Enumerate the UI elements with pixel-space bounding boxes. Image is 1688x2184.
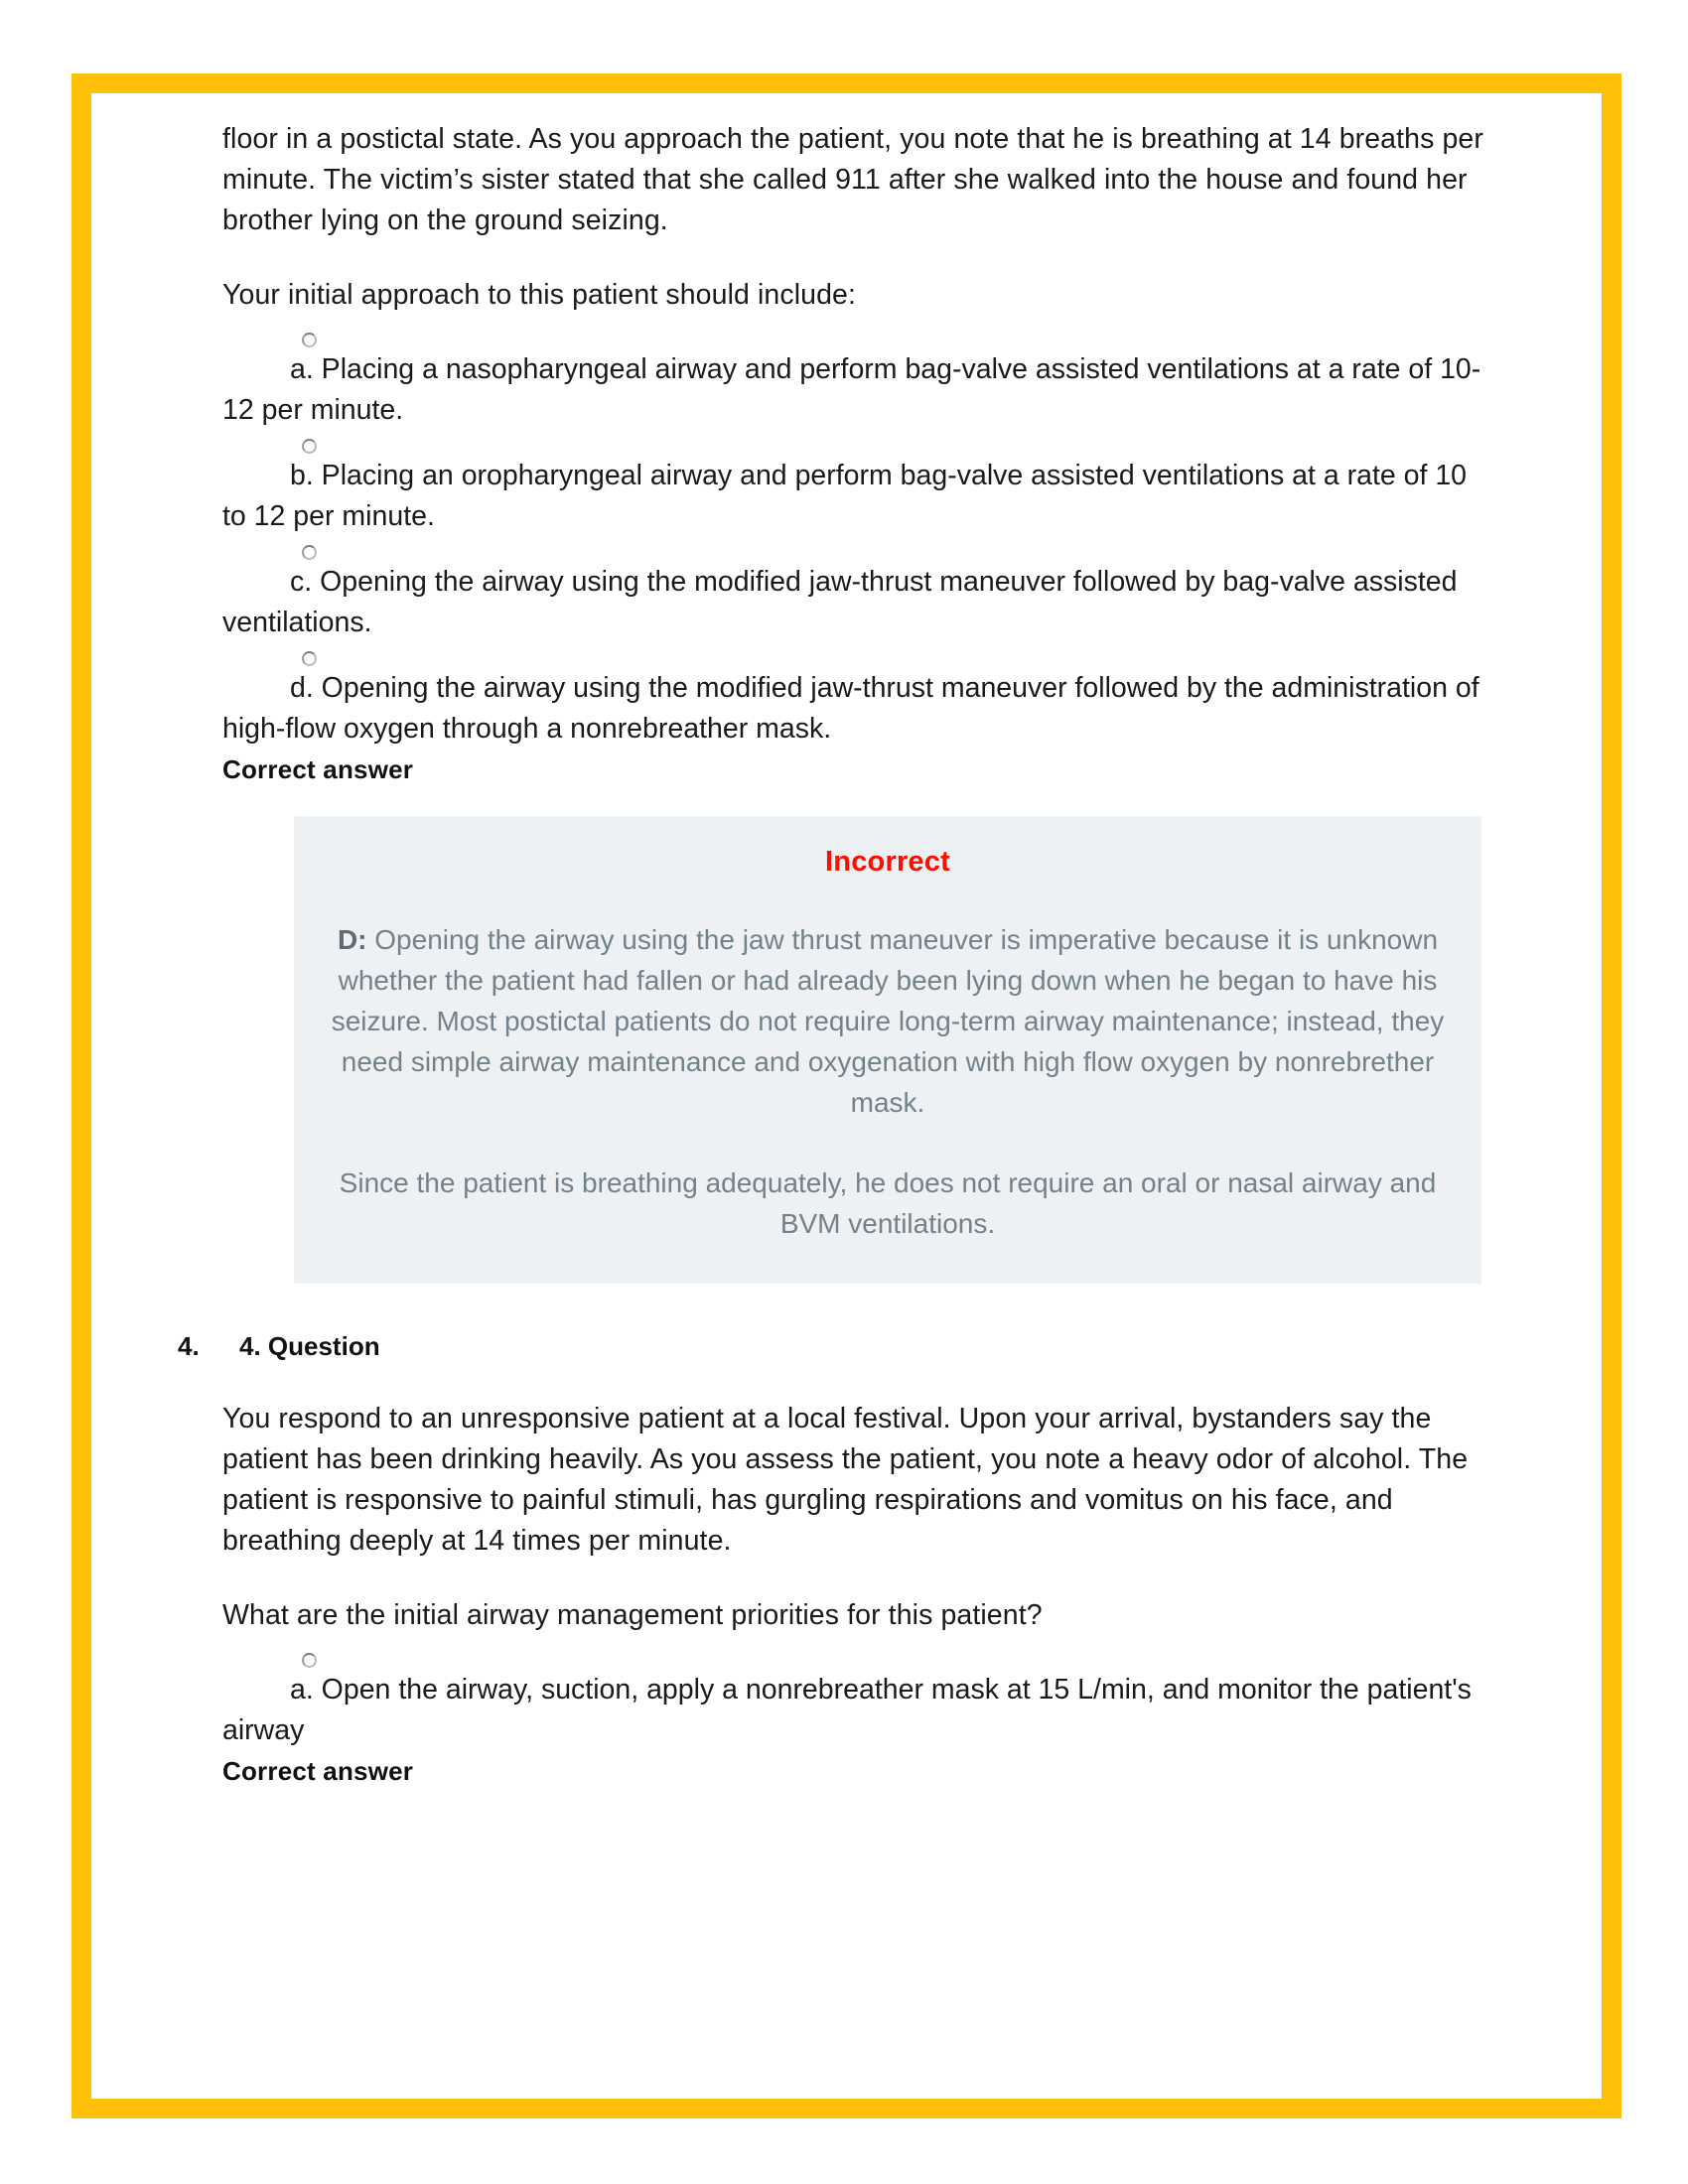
question4-option-a[interactable] <box>222 1670 1493 1751</box>
radio-button-icon[interactable] <box>302 651 317 666</box>
feedback-paragraph-2: Since the patient is breathing adequately, he does not require an oral or nasal airway and BVM ventilations. <box>339 1167 1437 1239</box>
question3-feedback-box <box>294 816 1481 1284</box>
question4-correct-answer-badge: Correct answer <box>222 1756 414 1786</box>
question3-option-c[interactable] <box>222 562 1493 643</box>
question3-option-d[interactable] <box>222 668 1493 750</box>
option-label: b. Placing an oropharyngeal airway and perform bag-valve assisted ventilations at a rate of 10 to 12 per minute. <box>222 460 1468 532</box>
option-label: a. Open the airway, suction, apply a nonrebreather mask at 15 L/min, and monitor the patient's airway <box>222 1674 1472 1746</box>
question4-heading-label: 4. Question <box>239 1331 380 1361</box>
question3-stem-continuation: floor in a postictal state. As you approach the patient, you note that he is breathing at 14 breaths per minute. The victim’s sister stated that she called 911 after she walked into the house and found her brother lying on the ground seizing. <box>222 123 1483 236</box>
feedback-status-heading: Incorrect <box>825 846 950 878</box>
question4-heading <box>178 1329 1449 1363</box>
feedback-paragraph-1-text: Opening the airway using the jaw thrust maneuver is imperative because it is unknown whether the patient had fallen or had already been lying down when he began to have his seizure. Most postictal patients do not require long-term airway maintenance; instead, they need simple airway maintenance and oxygenation with high flow oxygen by nonrebrether mask. <box>331 924 1445 1118</box>
question3-correct-answer-badge: Correct answer <box>222 754 414 784</box>
option-label: a. Placing a nasopharyngeal airway and perform bag-valve assisted ventilations at a rate of 10-12 per minute. <box>222 353 1481 426</box>
feedback-paragraph-1 <box>328 919 1448 1123</box>
question3-prompt: Your initial approach to this patient should include: <box>222 279 857 311</box>
feedback-answer-letter: D: <box>337 924 367 955</box>
question4-prompt: What are the initial airway management priorities for this patient? <box>222 1599 1043 1631</box>
radio-button-icon[interactable] <box>302 1653 317 1668</box>
question3-option-b[interactable] <box>222 456 1493 537</box>
question4-stem: You respond to an unresponsive patient at a local festival. Upon your arrival, bystanders say the patient has been drinking heavily. As you assess the patient, you note a heavy odor of alcohol. The patient is responsive to painful stimuli, has gurgling respirations and vomitus on his face, and breathing deeply at 14 times per minute. <box>222 1403 1469 1557</box>
document-content <box>178 119 1493 1788</box>
question3-option-a[interactable] <box>222 349 1493 431</box>
question4-list-number: 4. <box>178 1331 200 1361</box>
radio-button-icon[interactable] <box>302 439 317 454</box>
radio-button-icon[interactable] <box>302 333 317 347</box>
radio-button-icon[interactable] <box>302 545 317 560</box>
option-label: d. Opening the airway using the modified jaw-thrust maneuver followed by the administration of high-flow oxygen through a nonrebreather mask. <box>222 672 1479 745</box>
option-label: c. Opening the airway using the modified jaw-thrust maneuver followed by bag-valve assisted ventilations. <box>222 566 1458 638</box>
